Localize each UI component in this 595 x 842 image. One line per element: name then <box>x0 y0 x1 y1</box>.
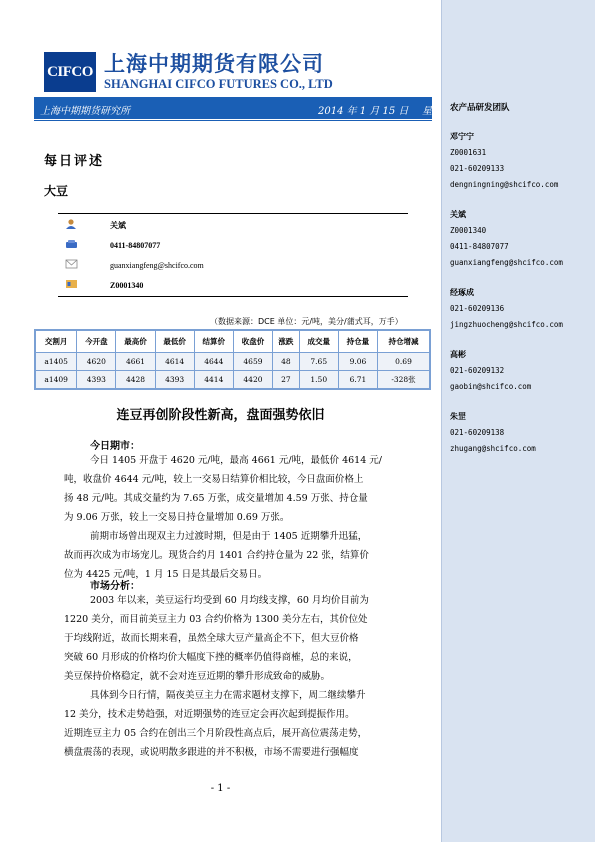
section-title: 每日评述 <box>44 154 105 169</box>
col-header: 最高价 <box>116 330 155 353</box>
institute-name: 上海中期期货研究所 <box>40 106 130 117</box>
contact-top-rule <box>58 213 408 214</box>
commodity-title: 大豆 <box>44 184 69 198</box>
member-id: Z0001631 <box>450 148 487 157</box>
contact-phone: 0411-84807077 <box>110 241 161 250</box>
member-name: 朱罡 <box>450 412 466 421</box>
col-header: 成交量 <box>299 330 338 353</box>
phone-icon <box>65 239 78 249</box>
text-line: 美豆保持价格稳定，就不会对连豆近期的攀升形成致命的威胁。 <box>64 671 331 682</box>
text-line: 吨，收盘价 4644 元/吨，较上一交易日结算价相比较，今日盘面价格上 <box>64 474 364 485</box>
member-name: 邓宁宁 <box>450 132 474 141</box>
col-header: 持仓增减 <box>378 330 431 353</box>
text-line: 前期市场曾出现双主力过渡时期，但是由于 1405 近期攀升迅猛， <box>90 531 368 542</box>
table-cell: 4393 <box>155 371 194 390</box>
company-logo: CIFCO <box>44 52 96 92</box>
table-cell: a1409 <box>35 371 77 390</box>
market-analysis-paragraph <box>64 591 435 762</box>
data-source-note: （数据来源：DCE 单位：元/吨，美分/蒲式耳，万手） <box>210 317 403 326</box>
text-line: 2003 年以来，美豆运行均受到 60 月均线支撑，60 月均价目前为 <box>90 595 369 606</box>
col-header: 持仓量 <box>338 330 377 353</box>
text-line: 具体到今日行情，隔夜美豆主力在需求题材支撑下，周二继续攀升 <box>90 690 366 701</box>
contact-name: 关斌 <box>110 221 126 230</box>
person-icon <box>65 219 78 229</box>
report-date: 2014 年 1 月 15 日 <box>318 106 409 117</box>
table-cell: 4393 <box>77 371 116 390</box>
text-line: 横盘震荡的表现，或说明散多跟进的并不积极，市场不需要进行强幅度 <box>64 747 359 758</box>
table-cell: 4620 <box>77 353 116 371</box>
member-phone: 021-60209138 <box>450 428 505 437</box>
table-cell: a1405 <box>35 353 77 371</box>
company-name-en: SHANGHAI CIFCO FUTURES CO., LTD <box>104 77 333 91</box>
table-cell: 0.69 <box>378 353 431 371</box>
table-cell: 1.50 <box>299 371 338 390</box>
member-phone: 0411-84807077 <box>450 242 509 251</box>
col-header: 收盘价 <box>233 330 272 353</box>
table-cell: 27 <box>273 371 300 390</box>
member-name: 高彬 <box>450 350 466 359</box>
table-cell: 7.65 <box>299 353 338 371</box>
text-line: 于均线附近，故而长期来看，虽然全球大豆产量高企不下，但大豆价格 <box>64 633 359 644</box>
text-line: 扬 48 元/吨。其成交量约为 7.65 万张，成交量增加 4.59 万张、持仓量 <box>64 493 368 504</box>
market-data-table <box>34 329 431 390</box>
member-name: 关斌 <box>450 210 466 219</box>
col-header: 交割月 <box>35 330 77 353</box>
contact-id: Z0001340 <box>110 281 144 290</box>
table-cell: 4644 <box>194 353 233 371</box>
col-header: 涨跌 <box>273 330 300 353</box>
table-cell: 48 <box>273 353 300 371</box>
article-headline: 连豆再创阶段性新高，盘面强势依旧 <box>116 408 325 423</box>
id-card-icon <box>65 279 78 289</box>
member-email[interactable]: guanxiangfeng@shcifco.com <box>450 258 563 267</box>
text-line: 近期连豆主力 05 合约在创出三个月阶段性高点后，展开高位震荡走势， <box>64 728 368 739</box>
table-cell: 4414 <box>194 371 233 390</box>
member-email[interactable]: zhugang@shcifco.com <box>450 444 536 453</box>
member-name: 经琢成 <box>450 288 474 297</box>
member-email[interactable]: jingzhuocheng@shcifco.com <box>450 320 563 329</box>
member-phone: 021-60209132 <box>450 366 505 375</box>
text-line: 位为 4425 元/吨，1 月 15 日是其最后交易日。 <box>64 569 268 580</box>
table-cell: 9.06 <box>338 353 377 371</box>
table-cell: 4659 <box>233 353 272 371</box>
table-cell: 4420 <box>233 371 272 390</box>
table-cell: -328张 <box>378 371 431 390</box>
col-header: 结算价 <box>194 330 233 353</box>
text-line: 突破 60 月形成的价格均价大幅度下挫的概率仍值得商榷，总的来说， <box>64 652 358 663</box>
table-row <box>35 371 430 390</box>
contact-email[interactable]: guanxiangfeng@shcifco.com <box>110 261 204 270</box>
header-divider <box>34 120 432 121</box>
company-name-cn: 上海中期期货有限公司 <box>104 52 324 76</box>
table-cell: 4614 <box>155 353 194 371</box>
table-row <box>35 353 430 371</box>
today-market-heading: 今日期市： <box>90 441 140 452</box>
text-line: 1220 美分，而目前美豆主力 03 合约价格为 1300 美分左右，其价位处 <box>64 614 368 625</box>
member-email[interactable]: gaobin@shcifco.com <box>450 382 532 391</box>
member-email[interactable]: dengningning@shcifco.com <box>450 180 559 189</box>
member-phone: 021-60209136 <box>450 304 505 313</box>
col-header: 最低价 <box>155 330 194 353</box>
text-line: 为 9.06 万张，较上一交易日持仓量增加 0.69 万张。 <box>64 512 290 523</box>
text-line: 故而再次成为市场宠儿。现货合约月 1401 合约持仓量为 22 张，结算价 <box>64 550 369 561</box>
table-cell: 4428 <box>116 371 155 390</box>
member-phone: 021-60209133 <box>450 164 505 173</box>
today-market-paragraph <box>64 451 435 584</box>
col-header: 今开盘 <box>77 330 116 353</box>
text-line: 今日 1405 开盘于 4620 元/吨，最高 4661 元/吨，最低价 4614 元/ <box>90 455 382 466</box>
email-icon <box>65 259 78 269</box>
market-analysis-heading: 市场分析： <box>90 581 140 592</box>
header-bar <box>34 97 432 147</box>
contact-bottom-rule <box>58 296 408 297</box>
table-cell: 6.71 <box>338 371 377 390</box>
member-id: Z0001340 <box>450 226 487 235</box>
table-cell: 4661 <box>116 353 155 371</box>
report-weekday: 星期三 <box>422 106 432 147</box>
page-number: - 1 - <box>210 783 231 794</box>
text-line: 12 美分，技术走势趋强，对近期强势的连豆定会再次起到提振作用。 <box>64 709 355 720</box>
team-title: 农产品研发团队 <box>450 103 510 113</box>
